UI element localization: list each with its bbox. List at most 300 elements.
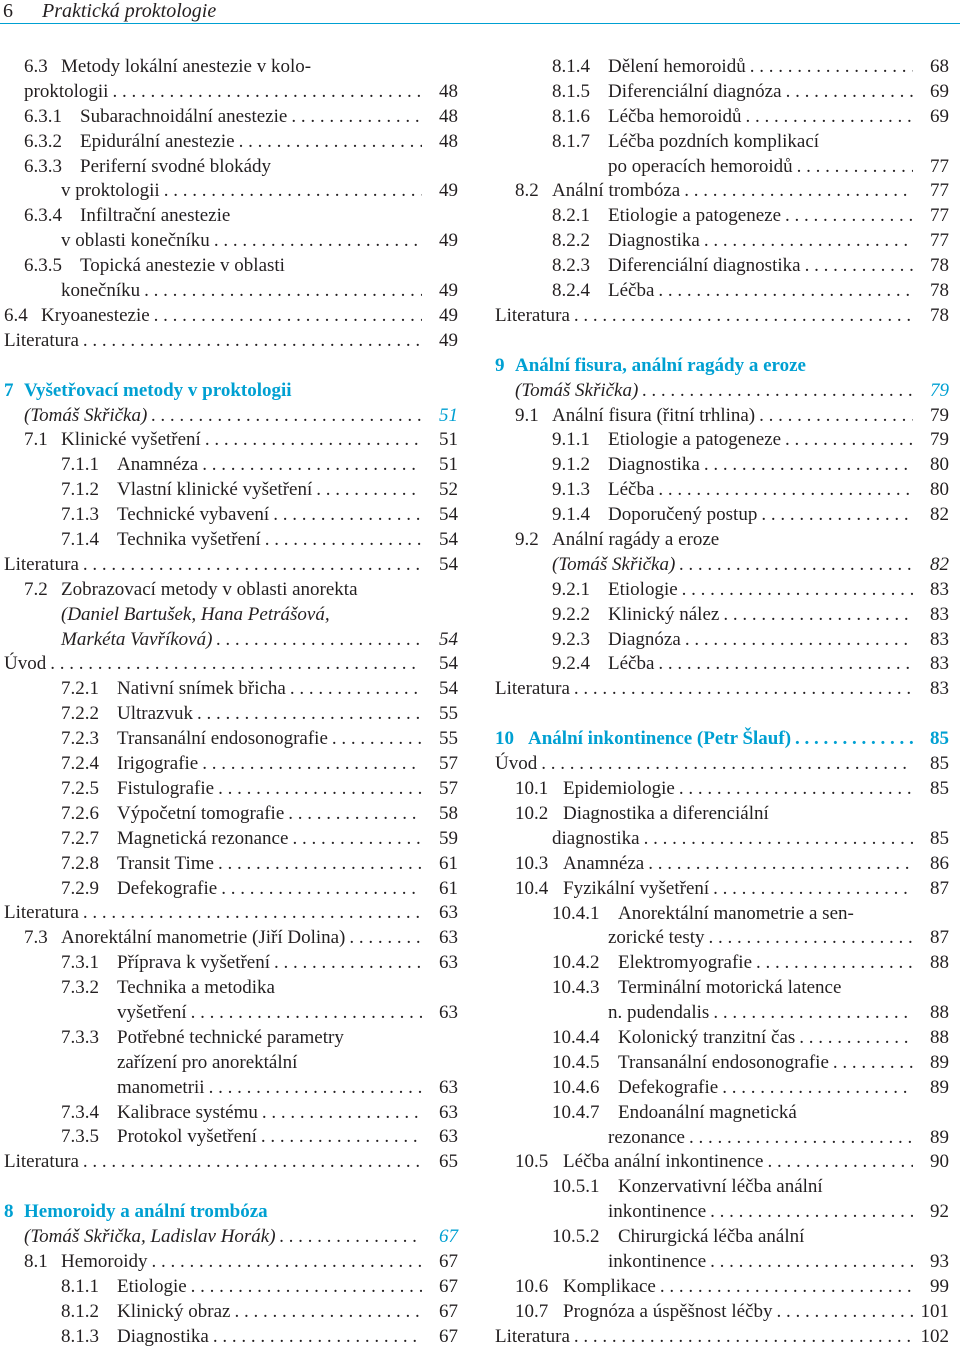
toc-entry-title: Komplikace [563,1275,656,1297]
toc-page-number: 61 [439,852,458,874]
toc-entry-title: Léčba [608,280,655,302]
toc-entry [4,1001,464,1026]
toc-entry [4,528,464,553]
toc-entry-title: Prognóza a úspěšnost léčby [563,1300,773,1322]
toc-entry-title: Diagnostika [608,454,700,476]
toc-entry-title: Fyzikální vyšetření [563,877,710,899]
toc-entry-number: 7.3.4 [61,1101,99,1123]
toc-entry-number: 9.1.3 [552,479,590,501]
dot-leader [745,105,913,130]
toc-entry [4,105,464,130]
dot-leader [291,105,422,130]
toc-page-number: 88 [930,1002,949,1024]
dot-leader [679,553,913,578]
toc-entry-title: Epidurální anestezie [80,130,235,152]
toc-entry-title: Fistulografie [117,777,215,799]
toc-entry-title: Technika vyšetření [117,529,261,551]
toc-entry-number: 7.1 [24,429,48,451]
toc-entry-number: 6.4 [4,304,28,326]
toc-entry-number: 7.2.6 [61,802,99,824]
toc-entry-title: Literatura [4,1151,79,1173]
toc-entry-title: Topická anestezie v oblasti [80,255,285,277]
toc-entry [495,1225,955,1250]
toc-entry [4,204,464,229]
toc-page-number: 58 [439,802,458,824]
toc-entry-number: 7.2.2 [61,703,99,725]
toc-entry-number: 10.4.6 [552,1076,600,1098]
dot-leader [795,727,913,752]
toc-entry-title: Anální ragády a eroze [552,529,720,551]
toc-entry-title: Konzervativní léčba anální [618,1176,823,1198]
toc-entry-number: 6.3 [24,56,48,77]
toc-entry [4,603,464,628]
toc-entry [4,229,464,254]
dot-leader [292,827,422,852]
toc-page-number: 85 [930,827,949,849]
toc-entry-title: Klinické vyšetření [61,429,201,451]
toc-entry-title: Anální trombóza [552,180,681,202]
toc-entry-title: rezonance [608,1126,685,1148]
dot-leader [216,628,422,653]
toc-entry-title: Diagnostika [117,1325,209,1347]
toc-page-number: 59 [439,827,458,849]
toc-entry [4,1026,464,1051]
dot-leader [682,578,913,603]
toc-entry-number: 10.4.1 [552,902,600,924]
toc-entry-title: Endoanální magnetická [618,1101,797,1123]
toc-entry-title: Terminální motorická latence [618,977,842,999]
toc-entry-title: Epidemiologie [563,778,675,800]
dot-leader [684,179,913,204]
dot-leader [152,1250,422,1275]
toc-entry-title: Potřebné technické parametry [117,1026,344,1048]
toc-entry-title: Transanální endosonografie [117,728,328,750]
toc-entry-number: 7.3 [24,927,48,949]
toc-chapter-entry [4,1200,464,1225]
toc-page-number: 83 [930,653,949,675]
toc-page-number: 63 [439,902,458,924]
toc-chapter-entry [495,727,955,752]
toc-page-number: 67 [439,1250,458,1272]
dot-leader [785,428,913,453]
toc-entry-title: Vlastní klinické vyšetření [117,479,313,501]
toc-entry-title: Technické vybavení [117,504,270,526]
toc-entry [4,453,464,478]
toc-entry-title: Anorektální manometrie (Jiří Dolina) [61,927,346,949]
toc-entry-title: Elektromyografie [618,952,753,974]
toc-entry-number: 7.1.3 [61,504,99,526]
dot-leader [332,727,422,752]
toc-page-number: 69 [930,80,949,102]
dot-leader [349,926,422,951]
toc-entry-title: vyšetření [117,1001,187,1023]
toc-entry-number: 7.2.5 [61,777,99,799]
toc-entry [4,130,464,155]
toc-entry-title: Diagnóza [608,628,681,650]
toc-page-number: 54 [439,553,458,575]
toc-entry [495,578,955,603]
toc-entry-number: 9.2.1 [552,578,590,600]
toc-entry-title: Hemoroidy a anální trombóza [24,1201,268,1223]
toc-entry-number: 7.3.2 [61,977,99,999]
toc-entry-title: Příprava k vyšetření [117,952,271,974]
toc-entry [495,976,955,1001]
toc-page-number: 54 [439,529,458,551]
dot-leader [756,951,913,976]
toc-page-number: 52 [439,479,458,501]
toc-page-number: 88 [930,952,949,974]
toc-page-number: 67 [439,1275,458,1297]
dot-leader [214,229,422,254]
dot-leader [574,677,913,702]
toc-entry-title: Technika a metodika [117,977,275,999]
toc-entry-title: Anální inkontinence (Petr Šlauf) [528,728,792,750]
toc-page-number: 54 [439,653,458,675]
toc-entry [4,677,464,702]
toc-entry [4,404,464,429]
toc-page-number: 63 [439,1126,458,1148]
toc-page-number: 77 [930,205,949,227]
toc-entry [4,55,464,80]
toc-entry-title: Literatura [495,304,570,326]
toc-page-number: 63 [439,1076,458,1098]
toc-page-number: 63 [439,927,458,949]
toc-entry-number: 9.2.2 [552,603,590,625]
toc-entry-title: Doporučený postup [608,504,758,526]
toc-entry [495,652,955,677]
toc-entry [4,329,464,354]
toc-column-left [4,55,464,1350]
toc-page-number: 85 [930,728,949,750]
toc-entry-number: 8.1.7 [552,130,590,152]
toc-entry [4,578,464,603]
toc-entry-title: diagnostika [552,827,640,849]
toc-page-number: 51 [439,454,458,476]
toc-page-number: 86 [930,852,949,874]
toc-chapter-entry [495,354,955,379]
toc-page-number: 77 [930,230,949,252]
toc-entry-number: 8.1.2 [61,1300,99,1322]
toc-entry [495,503,955,528]
section-gap [495,329,955,354]
toc-entry-title: Nativní snímek břicha [117,678,286,700]
toc-page-number: 63 [439,1101,458,1123]
toc-page-number: 48 [439,105,458,127]
toc-page-number: 67 [439,1226,458,1248]
toc-page-number: 49 [439,304,458,326]
toc-entry [4,279,464,304]
toc-entry-title: (Tomáš Skřička) [552,553,676,575]
toc-entry [4,727,464,752]
toc-entry [4,877,464,902]
toc-entry [495,179,955,204]
toc-page-number: 89 [930,1126,949,1148]
dot-leader [648,852,913,877]
toc-entry [495,478,955,503]
toc-entry [495,1001,955,1026]
dot-leader [202,453,422,478]
toc-entry-title: Diferenciální diagnostika [608,255,801,277]
toc-entry-number: 10.4.3 [552,977,600,999]
toc-page-number: 89 [930,1051,949,1073]
toc-entry-title: inkontinence [608,1250,707,1272]
dot-leader [767,1150,913,1175]
toc-entry [495,204,955,229]
dot-leader [786,80,913,105]
toc-entry [4,1101,464,1126]
toc-entry [495,1101,955,1126]
toc-entry-title: (Tomáš Skřička, Ladislav Horák) [24,1226,276,1248]
dot-leader [574,304,913,329]
toc-entry-title: Ultrazvuk [117,703,193,725]
toc-entry-number: 6.3.3 [24,155,62,177]
toc-page-number: 54 [439,678,458,700]
toc-page-number: 88 [930,1026,949,1048]
toc-entry [495,1275,955,1300]
toc-entry [4,827,464,852]
toc-page-number: 51 [439,404,458,426]
toc-entry-number: 8.1.4 [552,56,590,77]
toc-entry-number: 9 [495,354,505,376]
dot-leader [658,478,913,503]
dot-leader [191,1001,422,1026]
toc-entry-title: Subarachnoidální anestezie [80,105,288,127]
toc-entry [4,478,464,503]
toc-entry [495,802,955,827]
toc-entry-number: 8.2.1 [552,205,590,227]
dot-leader [83,329,422,354]
toc-entry [4,1250,464,1275]
toc-page-number: 55 [439,703,458,725]
toc-entry [495,80,955,105]
toc-entry-title: Úvod [495,753,538,775]
toc-entry-title: Anální fisura (řitní trhlina) [552,404,756,426]
toc-entry-title: Magnetická rezonance [117,827,289,849]
toc-entry-title: Kalibrace systému [117,1101,258,1123]
toc-entry-title: Úvod [4,653,47,675]
toc-page-number: 78 [930,255,949,277]
dot-leader [83,901,422,926]
toc-entry-title: po operacích hemoroidů [608,155,793,177]
toc-entry [4,1300,464,1325]
toc-page-number: 83 [930,578,949,600]
toc-entry [4,852,464,877]
page-number: 6 [3,0,13,22]
dot-leader [750,55,913,80]
toc-entry [495,1200,955,1225]
toc-page-number: 51 [439,429,458,451]
toc-entry-title: Kryoanestezie [41,304,150,326]
dot-leader [574,1325,913,1350]
dot-leader [83,1150,422,1175]
toc-entry-number: 10.4.5 [552,1051,600,1073]
toc-entry [495,130,955,155]
toc-entry-number: 10.4 [515,877,549,899]
toc-entry-title: Léčba [608,479,655,501]
toc-entry-number: 10.5 [515,1151,549,1173]
toc-entry [4,652,464,677]
toc-page-number: 61 [439,877,458,899]
toc-entry-number: 7.1.2 [61,479,99,501]
toc-page-number: 82 [930,553,949,575]
dot-leader [642,379,913,404]
toc-page-number: 93 [930,1250,949,1272]
toc-entry-title: Anamnéza [117,454,199,476]
dot-leader [710,1200,913,1225]
toc-entry [495,254,955,279]
toc-entry [495,1051,955,1076]
toc-entry [495,777,955,802]
toc-entry [495,1325,955,1350]
toc-entry-title: Defekografie [618,1076,719,1098]
toc-entry-title: Protokol vyšetření [117,1126,257,1148]
toc-entry-number: 8.1.5 [552,80,590,102]
toc-entry-number: 7.1.1 [61,454,99,476]
toc-entry-number: 7.2.3 [61,728,99,750]
dot-leader [234,1300,422,1325]
toc-entry-title: (Tomáš Skřička) [515,379,639,401]
dot-leader [280,1225,422,1250]
toc-page-number: 85 [930,753,949,775]
toc-entry-title: Literatura [495,678,570,700]
toc-entry-number: 8.2.4 [552,280,590,302]
toc-entry-number: 7.2.9 [61,877,99,899]
dot-leader [239,130,422,155]
toc-entry [495,877,955,902]
toc-page-number: 90 [930,1151,949,1173]
toc-entry [495,428,955,453]
toc-page-number: 83 [930,628,949,650]
toc-entry-title: Dělení hemoroidů [608,56,746,77]
toc-entry-number: 10.2 [515,802,549,824]
toc-entry [4,254,464,279]
toc-entry-title: konečníku [61,280,141,302]
toc-entry [4,901,464,926]
section-gap [495,702,955,727]
running-title: Praktická proktologie [42,0,217,22]
page-header [0,0,960,24]
toc-entry [4,1125,464,1150]
toc-page-number: 65 [439,1151,458,1173]
toc-entry-number: 10.4.2 [552,952,600,974]
toc-entry [4,926,464,951]
toc-entry-title: Literatura [4,902,79,924]
toc-entry [4,155,464,180]
dot-leader [197,702,422,727]
toc-entry-title: Transit Time [117,852,214,874]
dot-leader [685,628,913,653]
toc-page-number: 102 [920,1325,949,1347]
toc-entry [495,951,955,976]
toc-entry [4,80,464,105]
toc-page-number: 83 [930,603,949,625]
toc-entry-title: zařízení pro anorektální [117,1051,298,1073]
dot-leader [660,1275,913,1300]
toc-entry-title: Etiologie a patogeneze [608,429,782,451]
toc-entry [4,951,464,976]
toc-entry-number: 9.2.3 [552,628,590,650]
toc-entry-title: proktologii [24,80,109,102]
dot-leader [209,1076,422,1101]
dot-leader [265,528,422,553]
toc-entry-title: Hemoroidy [61,1250,148,1272]
toc-entry [495,453,955,478]
toc-page-number: 77 [930,155,949,177]
toc-entry [495,902,955,927]
toc-entry-title: Klinický obraz [117,1300,231,1322]
toc-entry-number: 6.3.1 [24,105,62,127]
dot-leader [704,229,913,254]
toc-entry-title: Etiologie [608,578,678,600]
toc-entry-title: Defekografie [117,877,218,899]
toc-entry [4,179,464,204]
toc-entry [495,827,955,852]
toc-entry-number: 10.5.1 [552,1176,600,1198]
toc-entry [4,1150,464,1175]
dot-leader [290,677,422,702]
dot-leader [679,777,913,802]
dot-leader [213,1325,422,1350]
dot-leader [713,877,913,902]
toc-entry [4,802,464,827]
toc-entry-title: Léčba anální inkontinence [563,1151,764,1173]
toc-entry [4,752,464,777]
toc-chapter-entry [4,379,464,404]
dot-leader [658,652,913,677]
toc-page-number: 67 [439,1300,458,1322]
toc-page-number: 57 [439,753,458,775]
toc-entry-title: Kolonický tranzitní čas [618,1026,796,1048]
toc-entry-number: 7.3.5 [61,1126,99,1148]
toc-page-number: 77 [930,180,949,202]
toc-entry [495,279,955,304]
dot-leader [50,652,422,677]
toc-page-number: 87 [930,927,949,949]
toc-entry-title: Periferní svodné blokády [80,155,272,177]
dot-leader [262,1101,422,1126]
section-gap [4,354,464,379]
toc-entry-number: 7.3.1 [61,952,99,974]
toc-entry [4,1275,464,1300]
toc-entry [4,976,464,1001]
toc-entry-number: 9.1.2 [552,454,590,476]
toc-entry [495,379,955,404]
dot-leader [218,852,422,877]
toc-entry-number: 9.1.4 [552,504,590,526]
toc-entry-number: 10.6 [515,1275,549,1297]
toc-entry-number: 9.1.1 [552,429,590,451]
toc-page-number: 68 [930,56,949,77]
dot-leader [644,827,913,852]
toc-entry [495,1175,955,1200]
toc-entry-number: 7.2 [24,578,48,600]
dot-leader [221,877,422,902]
toc-entry-title: Léčba [608,653,655,675]
toc-entry [495,553,955,578]
toc-entry-number: 8.2.3 [552,255,590,277]
toc-entry-number: 7.1.4 [61,529,99,551]
dot-leader [202,752,422,777]
toc-entry [495,1150,955,1175]
toc-page-number: 49 [439,230,458,252]
toc-entry [4,1051,464,1076]
toc-page-number: 48 [439,130,458,152]
toc-entry-title: Metody lokální anestezie v kolo- [61,56,312,77]
toc-entry [495,55,955,80]
toc-page-number: 67 [439,1325,458,1347]
toc-entry-title: manometrii [117,1076,205,1098]
toc-entry-number: 10.4.7 [552,1101,600,1123]
